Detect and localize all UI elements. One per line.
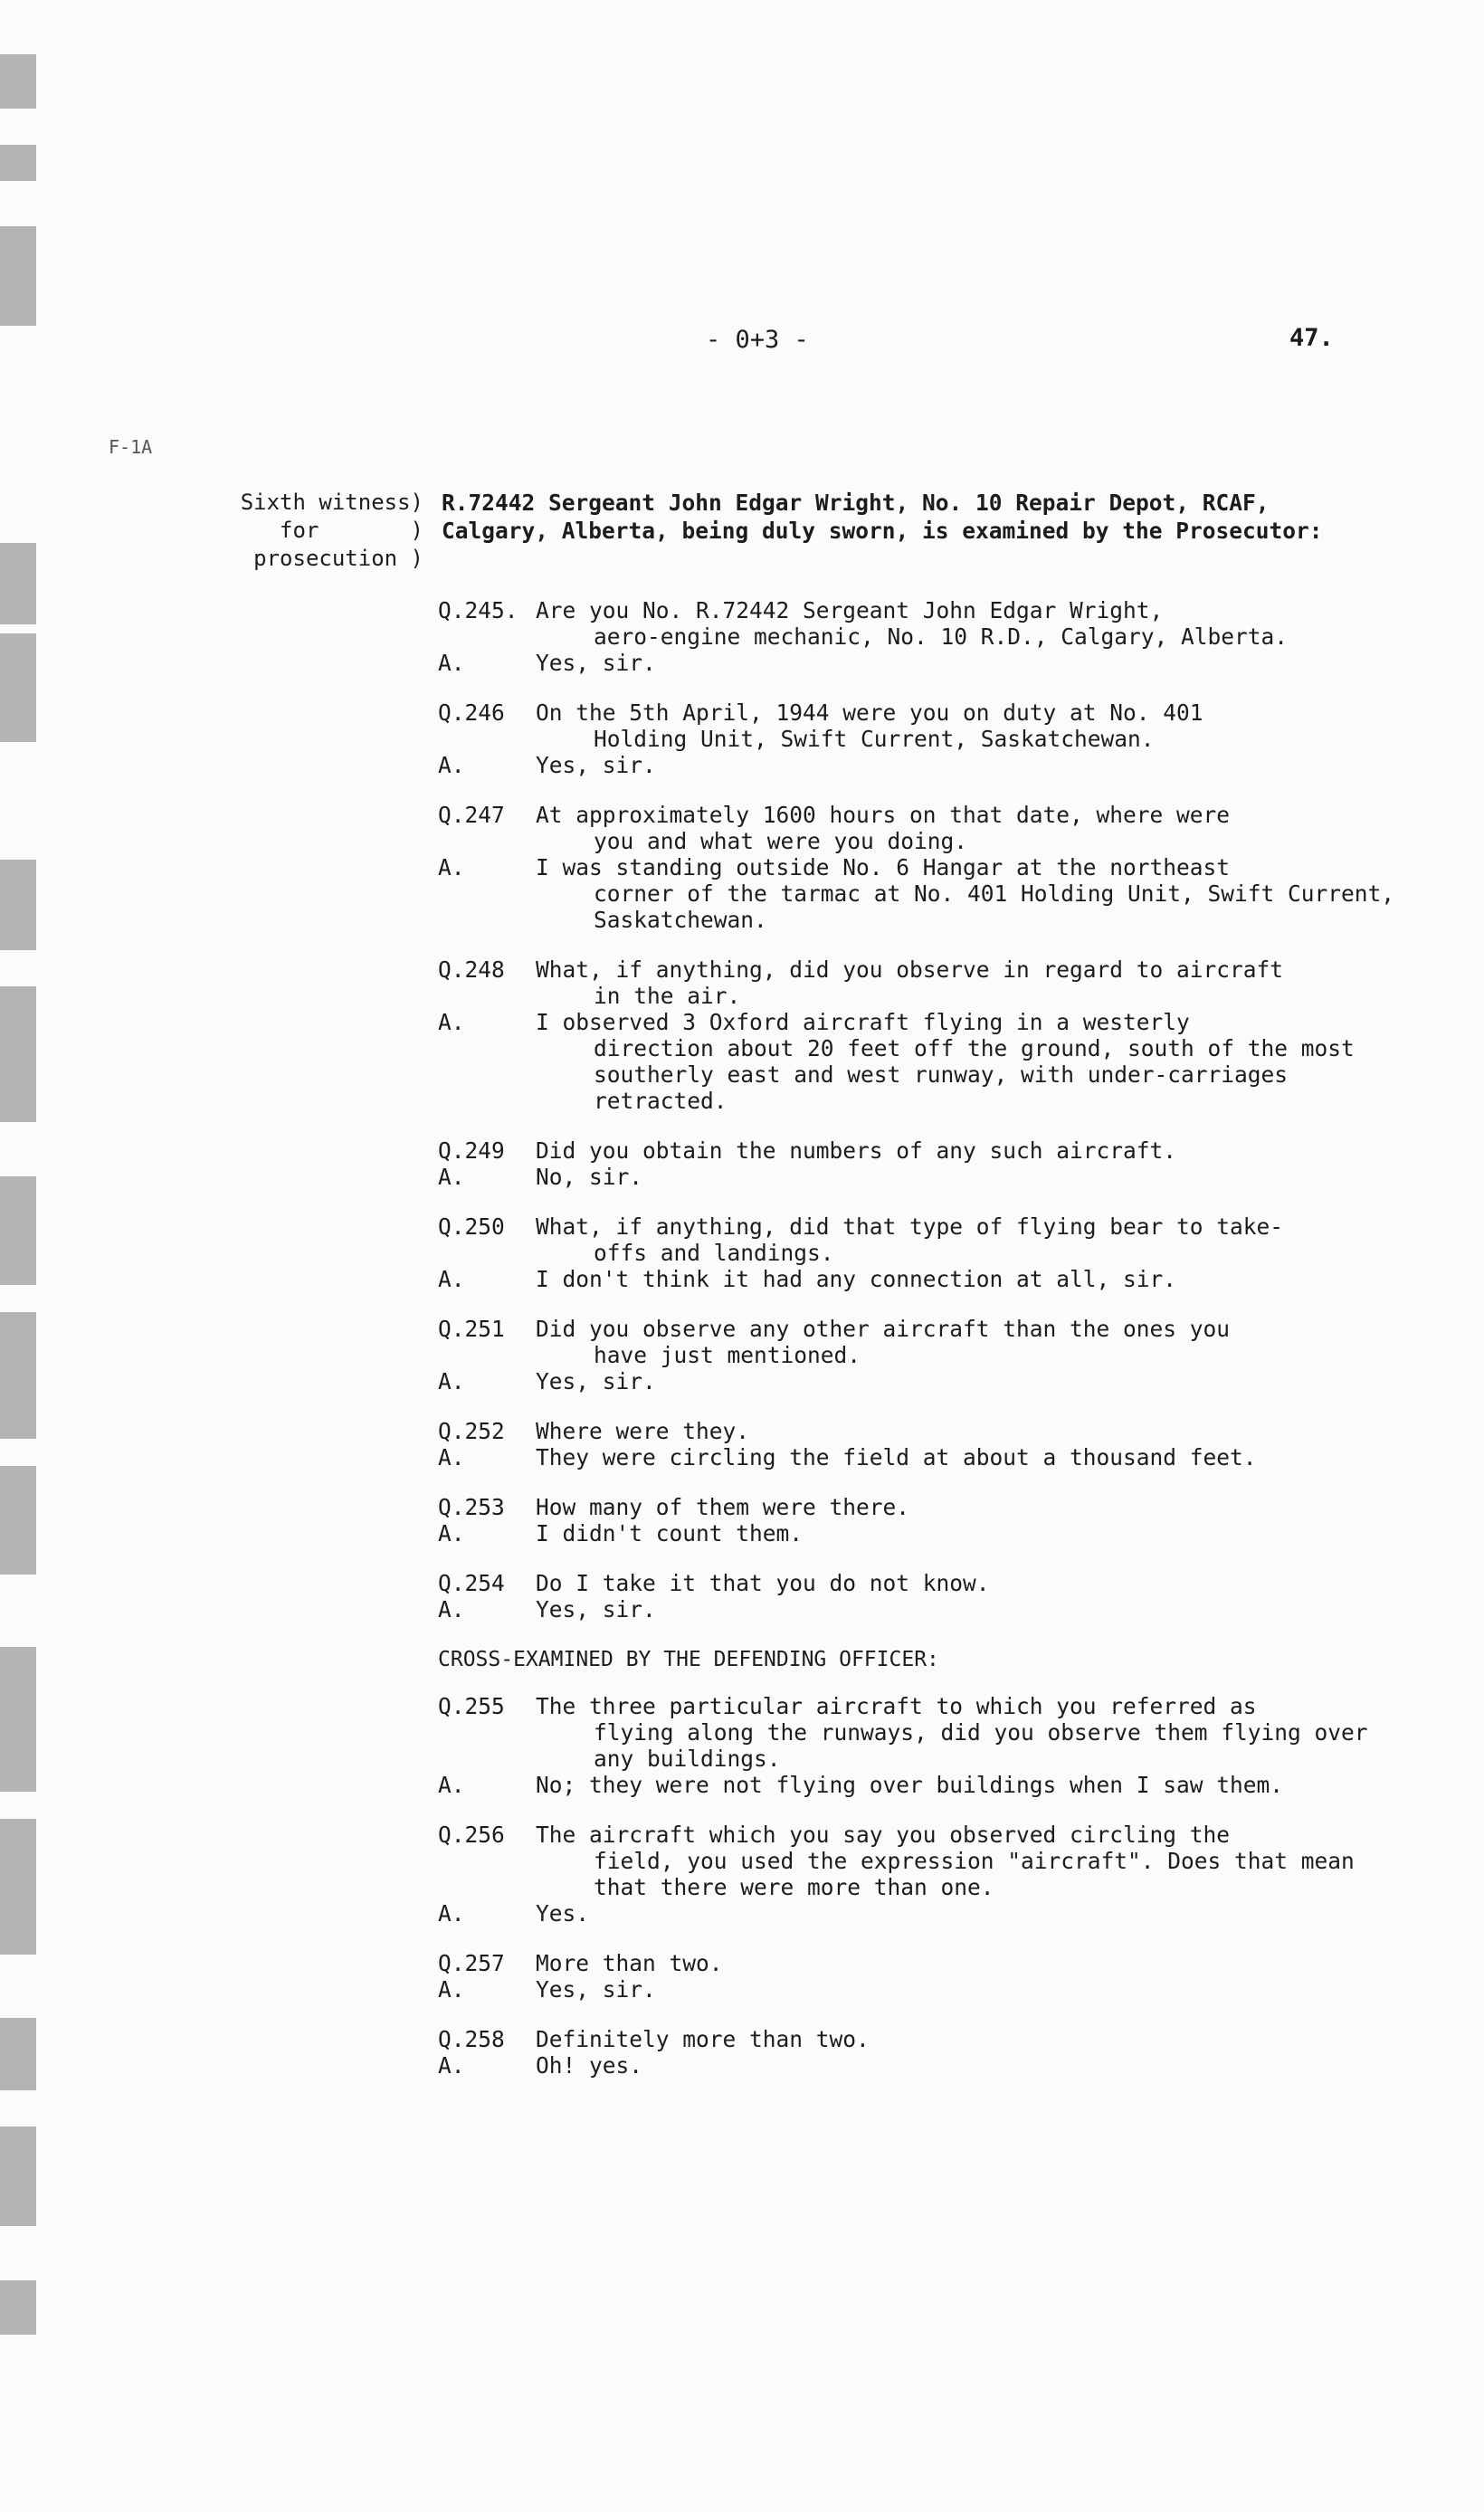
question-first-line: Do I take it that you do not know. <box>536 1570 990 1596</box>
answer-text <box>536 1444 1415 1470</box>
question-number: Q.256 <box>438 1822 505 1848</box>
question-line <box>438 2026 1415 2052</box>
answer-first-line: I was standing outside No. 6 Hangar at the northeast <box>536 854 1231 880</box>
question-continuation: in the air. <box>594 983 741 1009</box>
answer-first-line: Yes. <box>536 1900 590 1927</box>
file-reference: F-1A <box>109 436 153 458</box>
page-number-stamp: 47. <box>1289 324 1334 352</box>
question-text <box>536 1693 1415 1772</box>
answer-first-line: Yes, sir. <box>536 1976 656 2003</box>
answer-text <box>536 1596 1415 1622</box>
question-number: Q.254 <box>438 1570 505 1596</box>
scan-edge <box>0 1819 36 1955</box>
answer-label: A. <box>438 2052 465 2079</box>
answer-text <box>536 854 1415 933</box>
answer-line <box>438 1900 1415 1927</box>
question-number: Q.245. <box>438 597 518 623</box>
question-number: Q.246 <box>438 699 505 726</box>
answer-first-line: No, sir. <box>536 1164 643 1190</box>
question-continuation: have just mentioned. <box>594 1342 861 1368</box>
answer-text <box>536 1009 1415 1114</box>
answer-first-line: Yes, sir. <box>536 1368 656 1394</box>
witness-intro: R.72442 Sergeant John Edgar Wright, No. 10 Repair Depot, RCAF, Calgary, Alberta, being duly sworn, is examined by the Prosecutor: <box>442 490 1323 544</box>
scan-edge <box>0 543 36 624</box>
scan-edge <box>0 860 36 950</box>
question-text <box>536 1418 1415 1444</box>
question-text <box>536 1822 1415 1900</box>
question-continuation: Holding Unit, Swift Current, Saskatchewan. <box>594 726 1155 752</box>
question-line <box>438 1693 1415 1772</box>
answer-line <box>438 1164 1415 1190</box>
question-continuation: you and what were you doing. <box>594 828 968 854</box>
answer-text <box>536 1368 1415 1394</box>
answer-first-line: I observed 3 Oxford aircraft flying in a westerly <box>536 1009 1190 1035</box>
answer-line <box>438 1266 1415 1292</box>
answer-line <box>438 650 1415 676</box>
question-first-line: At approximately 1600 hours on that date, where were <box>536 802 1231 828</box>
page-number: - 0+3 - <box>706 326 809 354</box>
scan-edge <box>0 1312 36 1439</box>
answer-line <box>438 1368 1415 1394</box>
answer-line <box>438 1772 1415 1798</box>
question-line <box>438 1418 1415 1444</box>
scan-edge <box>0 1466 36 1575</box>
scan-edge <box>0 986 36 1122</box>
answer-line <box>438 1596 1415 1622</box>
question-text <box>536 1213 1415 1266</box>
question-number: Q.257 <box>438 1950 505 1976</box>
question-first-line: Did you observe any other aircraft than the ones you <box>536 1316 1231 1342</box>
question-text <box>536 1316 1415 1368</box>
scan-edge <box>0 54 36 109</box>
question-first-line: Did you obtain the numbers of any such aircraft. <box>536 1137 1177 1164</box>
qa-block <box>438 1822 1415 1927</box>
question-text <box>536 597 1415 650</box>
answer-label: A. <box>438 1900 465 1927</box>
answer-line <box>438 2052 1415 2079</box>
answer-first-line: Yes, sir. <box>536 752 656 778</box>
answer-label: A. <box>438 1009 465 1035</box>
question-number: Q.247 <box>438 802 505 828</box>
question-line <box>438 1137 1415 1164</box>
answer-line <box>438 1976 1415 2003</box>
answer-first-line: They were circling the field at about a thousand feet. <box>536 1444 1257 1470</box>
answer-continuation: corner of the tarmac at No. 401 Holding Unit, Swift Current, Saskatchewan. <box>594 880 1395 933</box>
answer-text <box>536 1164 1415 1190</box>
scan-edge <box>0 2280 36 2335</box>
question-number: Q.249 <box>438 1137 505 1164</box>
question-number: Q.251 <box>438 1316 505 1342</box>
answer-label: A. <box>438 1520 465 1546</box>
question-first-line: Where were they. <box>536 1418 750 1444</box>
question-number: Q.248 <box>438 956 505 983</box>
answer-line <box>438 1444 1415 1470</box>
question-text <box>536 1137 1415 1164</box>
qa-block <box>438 1137 1415 1190</box>
scan-edge <box>0 1647 36 1792</box>
answer-first-line: Yes, sir. <box>536 650 656 676</box>
question-text <box>536 1570 1415 1596</box>
qa-block <box>438 1693 1415 1798</box>
scan-edge <box>0 2127 36 2226</box>
answer-label: A. <box>438 1368 465 1394</box>
question-text <box>536 1494 1415 1520</box>
question-line <box>438 1570 1415 1596</box>
question-line <box>438 597 1415 650</box>
answer-label: A. <box>438 854 465 880</box>
answer-text <box>536 650 1415 676</box>
answer-line <box>438 854 1415 933</box>
scan-edge <box>0 226 36 326</box>
answer-text <box>536 2052 1415 2079</box>
question-number: Q.258 <box>438 2026 505 2052</box>
question-first-line: Definitely more than two. <box>536 2026 870 2052</box>
question-line <box>438 1950 1415 1976</box>
question-first-line: Are you No. R.72442 Sergeant John Edgar Wright, <box>536 597 1164 623</box>
answer-line <box>438 752 1415 778</box>
question-first-line: More than two. <box>536 1950 723 1976</box>
answer-first-line: I didn't count them. <box>536 1520 804 1546</box>
qa-block <box>438 956 1415 1114</box>
answer-text <box>536 1520 1415 1546</box>
question-line <box>438 1822 1415 1900</box>
question-text <box>536 956 1415 1009</box>
answer-continuation: direction about 20 feet off the ground, south of the most southerly east and west runway, with under-carriages retracted. <box>594 1035 1355 1114</box>
question-number: Q.252 <box>438 1418 505 1444</box>
answer-label: A. <box>438 650 465 676</box>
qa-block <box>438 1418 1415 1470</box>
qa-block <box>438 1950 1415 2003</box>
question-line <box>438 699 1415 752</box>
cross-examination-section <box>438 1693 1415 2079</box>
question-continuation: aero-engine mechanic, No. 10 R.D., Calgary, Alberta. <box>594 623 1289 650</box>
answer-label: A. <box>438 1444 465 1470</box>
question-first-line: The aircraft which you say you observed circling the <box>536 1822 1231 1848</box>
question-number: Q.255 <box>438 1693 505 1719</box>
qa-block <box>438 597 1415 676</box>
question-text <box>536 1950 1415 1976</box>
qa-block <box>438 2026 1415 2079</box>
answer-label: A. <box>438 1772 465 1798</box>
answer-line <box>438 1009 1415 1114</box>
question-first-line: What, if anything, did you observe in regard to aircraft <box>536 956 1284 983</box>
qa-block <box>438 1316 1415 1394</box>
question-text <box>536 699 1415 752</box>
question-text <box>536 2026 1415 2052</box>
question-number: Q.253 <box>438 1494 505 1520</box>
question-first-line: How many of them were there. <box>536 1494 910 1520</box>
transcript-body <box>438 597 1415 2102</box>
answer-text <box>536 1900 1415 1927</box>
question-first-line: The three particular aircraft to which you referred as <box>536 1693 1257 1719</box>
answer-label: A. <box>438 1976 465 2003</box>
answer-first-line: Yes, sir. <box>536 1596 656 1622</box>
question-line <box>438 1213 1415 1266</box>
answer-text <box>536 1772 1415 1798</box>
answer-first-line: No; they were not flying over buildings when I saw them. <box>536 1772 1284 1798</box>
question-line <box>438 1494 1415 1520</box>
qa-block <box>438 699 1415 778</box>
question-line <box>438 956 1415 1009</box>
question-line <box>438 1316 1415 1368</box>
question-continuation: field, you used the expression "aircraft". Does that mean that there were more than one. <box>594 1848 1355 1900</box>
answer-text <box>536 1266 1415 1292</box>
question-line <box>438 802 1415 854</box>
examination-section <box>438 597 1415 1622</box>
qa-block <box>438 1213 1415 1292</box>
witness-label: Sixth witness) for ) prosecution ) <box>240 490 423 571</box>
scan-edge <box>0 1176 36 1285</box>
cross-examination-heading: CROSS-EXAMINED BY THE DEFENDING OFFICER: <box>438 1648 939 1671</box>
answer-text <box>536 1976 1415 2003</box>
question-first-line: What, if anything, did that type of flying bear to take- <box>536 1213 1284 1240</box>
answer-label: A. <box>438 1596 465 1622</box>
answer-line <box>438 1520 1415 1546</box>
question-text <box>536 802 1415 854</box>
answer-label: A. <box>438 1164 465 1190</box>
qa-block <box>438 1494 1415 1546</box>
answer-text <box>536 752 1415 778</box>
scan-edge <box>0 2018 36 2090</box>
question-first-line: On the 5th April, 1944 were you on duty at No. 401 <box>536 699 1203 726</box>
answer-label: A. <box>438 752 465 778</box>
scan-edge <box>0 145 36 181</box>
answer-first-line: I don't think it had any connection at all, sir. <box>536 1266 1177 1292</box>
scan-edge <box>0 633 36 742</box>
answer-label: A. <box>438 1266 465 1292</box>
question-continuation: offs and landings. <box>594 1240 834 1266</box>
answer-first-line: Oh! yes. <box>536 2052 643 2079</box>
qa-block <box>438 802 1415 933</box>
question-number: Q.250 <box>438 1213 505 1240</box>
question-continuation: flying along the runways, did you observe them flying over any buildings. <box>594 1719 1368 1772</box>
qa-block <box>438 1570 1415 1622</box>
